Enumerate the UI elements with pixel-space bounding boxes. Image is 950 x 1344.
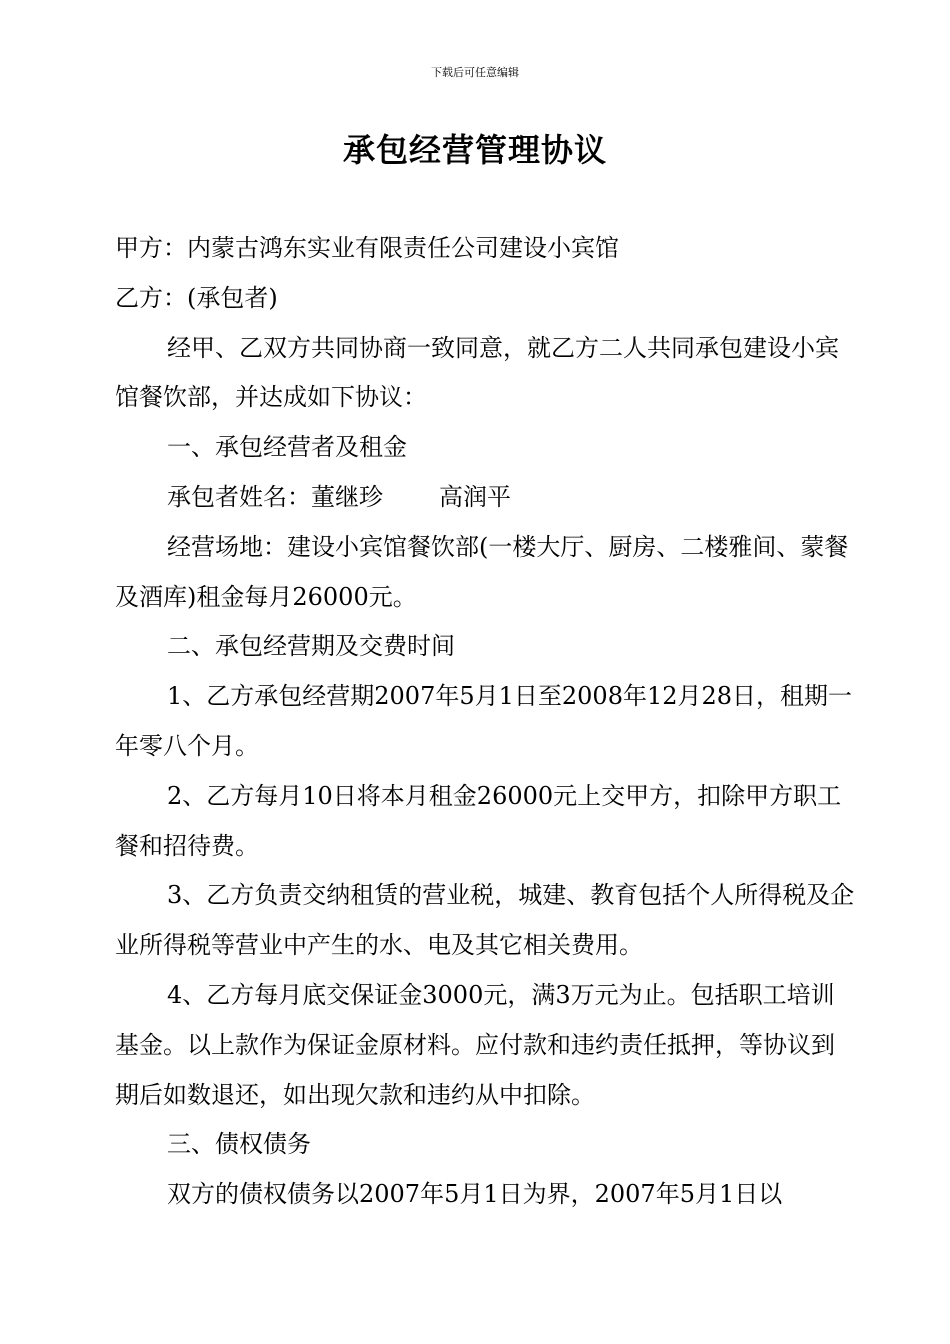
document-body bbox=[115, 224, 855, 1220]
intro-paragraph: 经甲、乙双方共同协商一致同意，就乙方二人共同承包建设小宾馆餐饮部，并达成如下协议： bbox=[115, 333, 839, 412]
section-3-paragraph: 双方的债权债务以2007年5月1日为界，2007年5月1日以 bbox=[167, 1180, 783, 1209]
document-title: 承包经营管理协议 bbox=[342, 131, 607, 169]
clause-2: 2、乙方每月10日将本月租金26000元上交甲方，扣除甲方职工餐和招待费。 bbox=[115, 781, 842, 860]
section-2-heading: 二、承包经营期及交费时间 bbox=[167, 632, 455, 661]
contractor-names-line bbox=[115, 473, 855, 523]
section-1-heading: 一、承包经营者及租金 bbox=[167, 433, 407, 462]
clause-4: 4、乙方每月底交保证金3000元，满3万元为止。包括职工培训基金。以上款作为保证金原材料。应付款和违约责任抵押，等协议到期后如数退还，如出现欠款和违约从中扣除。 bbox=[115, 980, 835, 1109]
contractor-name-2: 高润平 bbox=[439, 482, 511, 511]
party-b-line: 乙方：(承包者) bbox=[115, 283, 278, 312]
venue-paragraph: 经营场地：建设小宾馆餐饮部(一楼大厅、厨房、二楼雅间、蒙餐及酒库)租金每月26000元。 bbox=[115, 532, 849, 611]
party-a-line: 甲方：内蒙古鸿东实业有限责任公司建设小宾馆 bbox=[115, 234, 619, 262]
section-3-heading: 三、债权债务 bbox=[167, 1130, 311, 1159]
header-note: 下载后可任意编辑 bbox=[431, 66, 519, 79]
contractor-label: 承包者姓名：董继珍 bbox=[167, 482, 383, 511]
clause-1: 1、乙方承包经营期2007年5月1日至2008年12月28日，租期一年零八个月。 bbox=[115, 682, 853, 760]
clause-3: 3、乙方负责交纳租赁的营业税，城建、教育包括个人所得税及企业所得税等营业中产生的水、电及其它相关费用。 bbox=[115, 881, 855, 960]
